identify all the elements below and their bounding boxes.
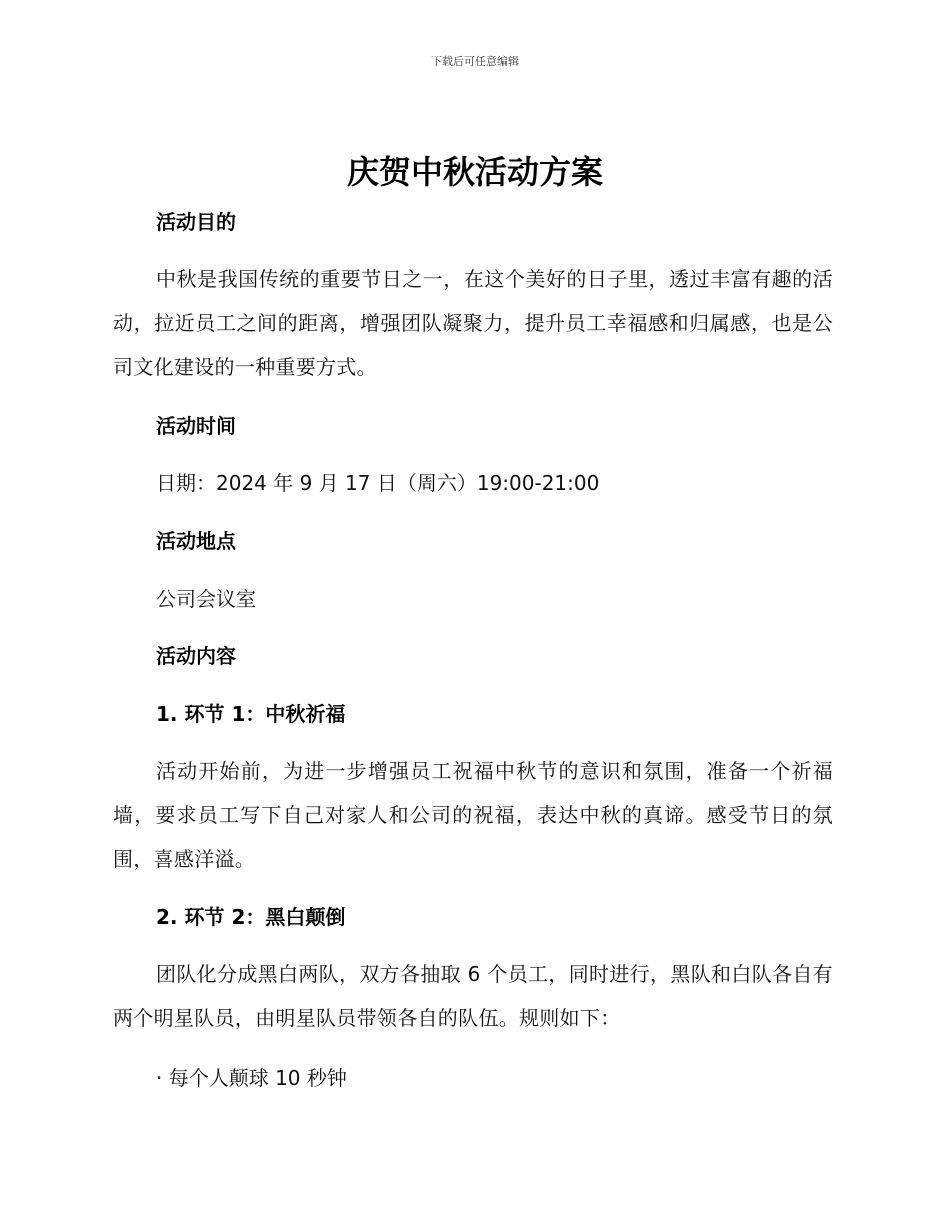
heading-purpose: 活动目的 xyxy=(156,210,236,234)
document-title: 庆贺中秋活动方案 xyxy=(346,153,603,191)
paragraph-step-2: 团队化分成黑白两队，双方各抽取 6 个员工，同时进行，黑队和白队各自有两个明星队员，由明星队员带领各自的队伍。规则如下： xyxy=(113,962,833,1030)
rule-list-item: · 每个人颠球 10 秒钟 xyxy=(156,1066,347,1090)
heading-time: 活动时间 xyxy=(156,414,236,438)
paragraph-purpose: 中秋是我国传统的重要节日之一，在这个美好的日子里，透过丰富有趣的活动，拉近员工之间的距离，增强团队凝聚力，提升员工幸福感和归属感，也是公司文化建设的一种重要方式。 xyxy=(113,267,833,379)
heading-content: 活动内容 xyxy=(156,644,236,668)
heading-step-1: 1. 环节 1：中秋祈福 xyxy=(156,702,346,726)
heading-place: 活动地点 xyxy=(156,529,236,553)
text-place: 公司会议室 xyxy=(156,587,256,611)
heading-step-2: 2. 环节 2：黑白颠倒 xyxy=(156,905,346,929)
paragraph-step-1: 活动开始前，为进一步增强员工祝福中秋节的意识和氛围，准备一个祈福墙，要求员工写下自己对家人和公司的祝福，表达中秋的真谛。感受节日的氛围，喜感洋溢。 xyxy=(113,759,833,871)
page-header-note: 下载后可任意编辑 xyxy=(431,55,519,68)
text-date: 日期：2024 年 9 月 17 日（周六）19:00-21:00 xyxy=(156,471,600,495)
